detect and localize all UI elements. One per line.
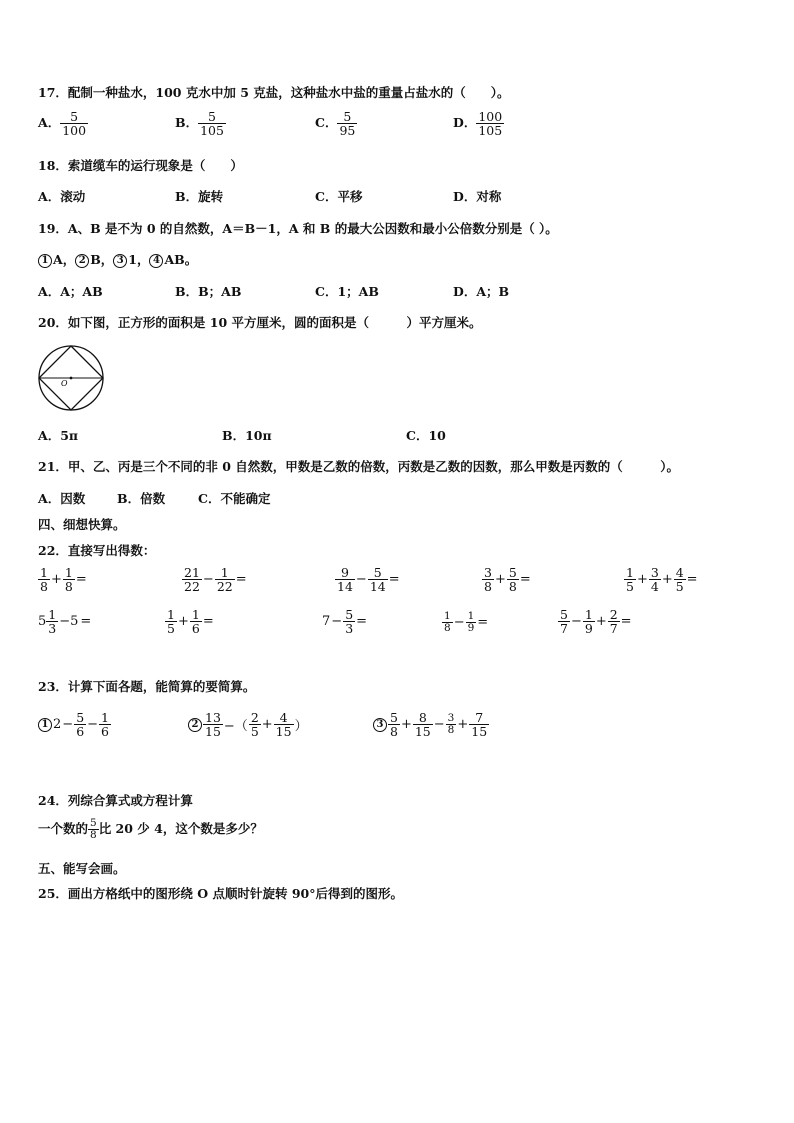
q23-expr-3: 3 $\frac{5}{8}$ + $\frac{8}{15}$ − $\frac{3}{8}$ + $\frac{7}{15}$	[373, 711, 489, 738]
q19-stem: 19．A、B 是不为 0 的自然数，A＝B－1，A 和 B 的最大公因数和最小公倍数分别是（ ）。	[38, 221, 558, 236]
q22-stem: 22．直接写出得数：	[38, 543, 156, 558]
q17-option-c: C． $\frac{5}{95}$	[315, 109, 356, 139]
q20-stem: 20．如下图，正方形的面积是 10 平方厘米，圆的面积是（ ）平方厘米。	[38, 315, 482, 330]
q17-option-d: D． $\frac{100}{105}$	[453, 109, 503, 139]
q22-expr-2: $\frac{21}{22}$ − $\frac{1}{22}$ =	[184, 565, 247, 595]
q22-expr-3: $\frac{9}{14}$ − $\frac{5}{14}$ =	[337, 565, 400, 595]
q22-expr-1: $\frac{1}{8}$ + $\frac{1}{8}$ =	[40, 565, 87, 595]
section-4-heading: 四、细想快算。	[38, 517, 126, 532]
q18-option-c: C．平移	[315, 189, 363, 204]
q17-stem: 17．配制一种盐水，100 克水中加 5 克盐，这种盐水中盐的重量占盐水的（ ）。	[38, 85, 510, 100]
q18-option-d: D．对称	[453, 189, 502, 204]
q22-expr-8: 7− $\frac{5}{3}$ =	[322, 607, 368, 637]
q18-stem: 18．索道缆车的运行现象是（ ）	[38, 158, 243, 173]
q22-expr-7: $\frac{1}{5}$ + $\frac{1}{6}$ =	[167, 607, 214, 637]
q24-problem: 一个数的 $\frac{5}{8}$ 比 20 少 4，这个数是多少？	[38, 817, 263, 842]
q22-expr-5: $\frac{1}{5}$ + $\frac{3}{4}$ + $\frac{4}{5}$ =	[626, 565, 698, 595]
q22-expr-4: $\frac{3}{8}$ + $\frac{5}{8}$ =	[484, 565, 531, 595]
q20-option-c: C．10	[406, 428, 446, 443]
circle-square-figure	[37, 344, 105, 412]
q19-option-c: C．1；AB	[315, 284, 379, 299]
center-label-o: O	[61, 379, 68, 388]
q21-option-c: C．不能确定	[198, 491, 271, 506]
q25-stem: 25．画出方格纸中的图形绕 O 点顺时针旋转 90°后得到的图形。	[38, 886, 403, 901]
q21-option-a: A．因数	[38, 491, 86, 506]
q23-expr-1: 1 2− $\frac{5}{6}$ − $\frac{1}{6}$	[38, 711, 111, 738]
q24-stem: 24．列综合算式或方程计算	[38, 793, 193, 808]
q22-expr-10: $\frac{5}{7}$ − $\frac{1}{9}$ + $\frac{2}{7}$ =	[560, 607, 632, 637]
q19-choices: 1 A， 2 B， 3 1， 4 AB。	[38, 250, 197, 268]
q19-option-a: A．A；AB	[38, 284, 103, 299]
q23-expr-2: 2 $\frac{13}{15}$ −（ $\frac{2}{5}$ + $\frac{4}{15}$ ）	[188, 711, 309, 738]
q22-expr-9: $\frac{1}{8}$ − $\frac{1}{9}$ =	[444, 610, 489, 635]
q19-option-d: D．A；B	[453, 284, 510, 299]
q21-option-b: B．倍数	[117, 491, 166, 506]
q19-option-b: B．B；AB	[175, 284, 242, 299]
q18-option-a: A．滚动	[38, 189, 86, 204]
q17-option-b: B． $\frac{5}{105}$	[175, 109, 224, 139]
q20-option-a: A．5π	[38, 428, 79, 443]
q20-option-b: B．10π	[222, 428, 272, 443]
q22-expr-6: 5 $\frac{1}{3}$ −5 =	[38, 607, 92, 637]
section-5-heading: 五、能写会画。	[38, 861, 126, 876]
q23-stem: 23．计算下面各题，能简算的要简算。	[38, 679, 256, 694]
q21-stem: 21．甲、乙、丙是三个不同的非 0 自然数，甲数是乙数的倍数，丙数是乙数的因数，那么甲数是丙数的（ ）。	[38, 459, 680, 474]
q17-option-a: A． $\frac{5}{100}$	[38, 109, 87, 139]
q18-option-b: B．旋转	[175, 189, 224, 204]
